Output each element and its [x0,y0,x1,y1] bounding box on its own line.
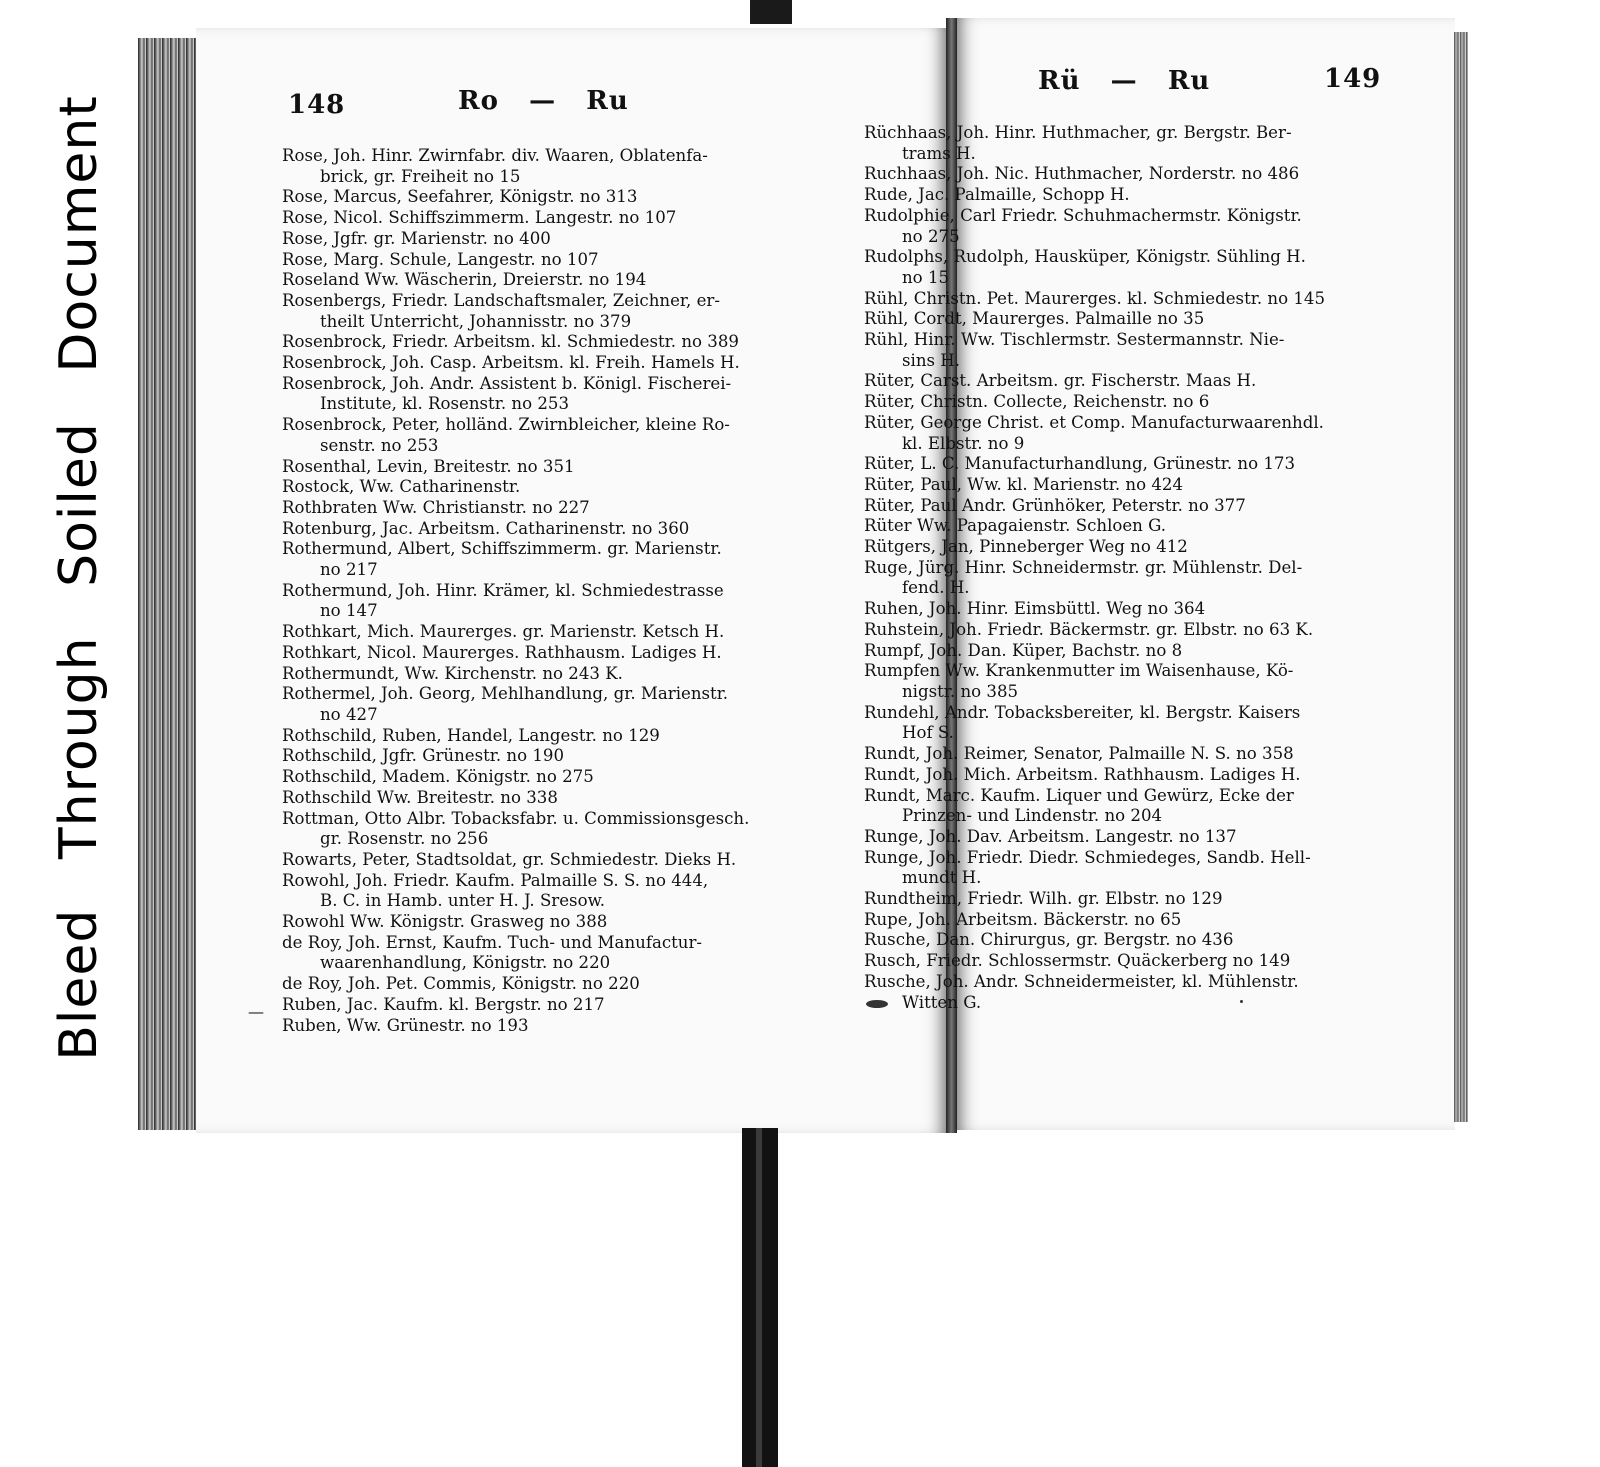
left-title-end: Ru [586,86,629,116]
directory-entry [282,933,782,974]
entry-line: Rothschild Ww. Breitestr. no 338 [282,787,558,807]
entry-continuation-line: no 147 [320,601,378,621]
entry-line: Rothschild, Ruben, Handel, Langestr. no 129 [282,725,660,745]
banner-word-through: Through [49,635,109,859]
entry-continuation-line: Hof S. [902,723,954,743]
directory-entry [864,496,1364,517]
entry-line: Rose, Jgfr. gr. Marienstr. no 400 [282,228,551,248]
directory-entry [864,206,1364,247]
directory-entry [864,910,1364,931]
entry-line: Runge, Joh. Friedr. Diedr. Schmiedeges, Sandb. Hell- [864,847,1311,867]
entry-continuation-line: nigstr. no 385 [902,681,1019,701]
entry-line: Rothermund, Joh. Hinr. Krämer, kl. Schmiedestrasse [282,580,724,600]
entry-line: Rosenthal, Levin, Breitestr. no 351 [282,456,575,476]
page-stack-edge-right [1454,32,1468,1122]
directory-entry [282,995,782,1016]
entry-line: Rusche, Dan. Chirurgus, gr. Bergstr. no 436 [864,930,1234,950]
entry-continuation-line: no 427 [320,704,378,724]
entry-line: Rundt, Joh. Reimer, Senator, Palmaille N. S. no 358 [864,744,1294,764]
directory-entry [864,744,1364,765]
entry-continuation-line: Prinzen- und Lindenstr. no 204 [902,806,1163,826]
directory-entry [282,477,782,498]
entry-continuation-line: Witten G. [902,992,982,1012]
directory-entry [282,187,782,208]
entry-continuation-line: B. C. in Hamb. unter H. J. Sresow. [320,891,606,911]
entry-line: Rothermundt, Ww. Kirchenstr. no 243 K. [282,663,623,683]
entry-line: Rundehl, Andr. Tobacksbereiter, kl. Bergstr. Kaisers [864,702,1301,722]
directory-entry [864,371,1364,392]
directory-entry [282,374,782,415]
entry-line: Rüter, George Christ. et Comp. Manufacturwaarenhdl. [864,412,1324,432]
directory-entry [864,164,1364,185]
entry-line: Rusche, Joh. Andr. Schneidermeister, kl. Mühlenstr. [864,971,1299,991]
directory-entry [864,972,1364,1013]
directory-entry [282,726,782,747]
right-title-end: Ru [1167,66,1211,96]
entry-line: Rudolphs, Rudolph, Hausküper, Königstr. Sühling H. [864,247,1306,267]
entry-continuation-line: waarenhandlung, Königstr. no 220 [320,953,611,973]
entry-line: Rottman, Otto Albr. Tobacksfabr. u. Commissionsgesch. [282,808,750,828]
directory-entry [864,392,1364,413]
entry-line: de Roy, Joh. Pet. Commis, Königstr. no 220 [282,974,640,994]
entry-line: Rothkart, Nicol. Maurerges. Rathhausm. Ladiges H. [282,642,722,662]
entry-line: Rothermund, Albert, Schiffszimmerm. gr. Marienstr. [282,539,722,559]
entry-continuation-line: sins H. [902,350,961,370]
directory-entry [282,746,782,767]
directory-entry [864,558,1364,599]
entry-line: Rothermel, Joh. Georg, Mehlhandlung, gr. Marienstr. [282,684,729,704]
directory-entry [864,247,1364,288]
directory-entry [864,599,1364,620]
banner-word-document: Document [49,94,109,373]
banner-word-soiled: Soiled [49,421,109,587]
directory-entry [864,786,1364,827]
directory-entry [864,827,1364,848]
right-title-dash: — [1110,66,1138,96]
directory-entry [864,537,1364,558]
directory-entry [282,767,782,788]
banner-label [49,60,109,1095]
directory-entry [864,620,1364,641]
bleed-through-soiled-document-banner [38,60,120,1095]
entry-line: Rothschild, Jgfr. Grünestr. no 190 [282,746,565,766]
directory-entry [282,809,782,850]
directory-entry [864,185,1364,206]
directory-entry [282,974,782,995]
entry-line: Rose, Joh. Hinr. Zwirnfabr. div. Waaren, Oblatenfa- [282,146,708,165]
binding-strip-bottom [742,1128,778,1467]
directory-entry [282,1016,782,1037]
left-title-start: Ro [458,86,499,116]
entry-line: Rupe, Joh. Arbeitsm. Bäckerstr. no 65 [864,909,1182,929]
entry-line: Ruben, Ww. Grünestr. no 193 [282,1015,529,1035]
margin-mark: — [248,1002,264,1021]
page-stack-edge-left [138,38,198,1130]
entry-line: Ruge, Jürg. Hinr. Schneidermstr. gr. Mühlenstr. Del- [864,557,1303,577]
entry-line: Rusch, Friedr. Schlossermstr. Quäckerberg no 149 [864,951,1291,971]
entry-line: Rowohl Ww. Königstr. Grasweg no 388 [282,912,608,932]
entry-line: Rosenbrock, Joh. Andr. Assistent b. Königl. Fischerei- [282,373,732,393]
entry-continuation-line: fend. H. [902,578,970,598]
directory-entry [864,330,1364,371]
entry-continuation-line: brick, gr. Freiheit no 15 [320,166,521,186]
directory-entry [864,475,1364,496]
entry-continuation-line: no 275 [902,226,960,246]
entry-line: Rühl, Cordt, Maurerges. Palmaille no 35 [864,309,1205,329]
entry-line: Rosenbrock, Joh. Casp. Arbeitsm. kl. Freih. Hamels H. [282,353,740,373]
entry-continuation-line: mundt H. [902,868,982,888]
entry-line: Rose, Marg. Schule, Langestr. no 107 [282,249,599,269]
directory-entry [282,146,782,187]
entry-line: Rothbraten Ww. Christianstr. no 227 [282,497,590,517]
entry-line: Rumpfen Ww. Krankenmutter im Waisenhause, Kö- [864,661,1294,681]
right-page-directory-entries [864,123,1364,1013]
entry-line: Rundt, Marc. Kaufm. Liquer und Gewürz, Ecke der [864,785,1294,805]
directory-entry [282,457,782,478]
directory-entry [282,498,782,519]
entry-line: Rüter Ww. Papagaienstr. Schloen G. [864,516,1167,536]
entry-continuation-line: no 15 [902,267,950,287]
entry-continuation-line: trams H. [902,143,976,163]
entry-line: de Roy, Joh. Ernst, Kaufm. Tuch- und Manufactur- [282,932,703,952]
entry-line: Rosenbrock, Friedr. Arbeitsm. kl. Schmiedestr. no 389 [282,332,739,352]
entry-line: Rüter, L. C. Manufacturhandlung, Grünestr. no 173 [864,454,1296,474]
directory-entry [282,250,782,271]
directory-entry [282,415,782,456]
right-title-start: Rü [1038,66,1081,96]
directory-entry [282,622,782,643]
directory-entry [282,643,782,664]
banner-word-bleed: Bleed [49,908,109,1061]
directory-entry [282,291,782,332]
entry-continuation-line: no 217 [320,560,378,580]
directory-entry [282,270,782,291]
directory-entry [282,353,782,374]
entry-line: Rüter, Paul, Ww. kl. Marienstr. no 424 [864,474,1184,494]
directory-entry [282,208,782,229]
ink-smudge [866,1000,888,1008]
entry-line: Ruben, Jac. Kaufm. kl. Bergstr. no 217 [282,994,605,1014]
entry-line: Rosenbrock, Peter, holländ. Zwirnbleicher, kleine Ro- [282,415,730,435]
entry-line: Rundtheim, Friedr. Wilh. gr. Elbstr. no 129 [864,889,1223,909]
directory-entry [282,664,782,685]
directory-entry [282,332,782,353]
entry-line: Rothschild, Madem. Königstr. no 275 [282,767,594,787]
entry-continuation-line: gr. Rosenstr. no 256 [320,829,489,849]
directory-entry [864,765,1364,786]
directory-entry [864,454,1364,475]
directory-entry [282,519,782,540]
entry-line: Rotenburg, Jac. Arbeitsm. Catharinenstr. no 360 [282,518,690,538]
entry-continuation-line: Institute, kl. Rosenstr. no 253 [320,394,570,414]
entry-line: Rostock, Ww. Catharinenstr. [282,477,521,497]
directory-entry [864,661,1364,702]
directory-entry [864,289,1364,310]
directory-entry [864,930,1364,951]
entry-line: Rühl, Hinr. Ww. Tischlermstr. Sestermannstr. Nie- [864,330,1285,350]
entry-line: Rose, Marcus, Seefahrer, Königstr. no 313 [282,187,638,207]
right-page-running-title [1038,66,1210,96]
directory-entry [864,951,1364,972]
right-page-number: 149 [1324,64,1382,94]
directory-entry [282,581,782,622]
directory-entry [864,703,1364,744]
entry-line: Ruhstein, Joh. Friedr. Bäckermstr. gr. Elbstr. no 63 K. [864,619,1314,639]
directory-entry [282,539,782,580]
directory-entry [864,848,1364,889]
entry-continuation-line: theilt Unterricht, Johannisstr. no 379 [320,311,632,331]
directory-entry [282,850,782,871]
entry-line: Rüter, Paul Andr. Grünhöker, Peterstr. no 377 [864,495,1246,515]
left-page-running-title [458,86,629,116]
entry-line: Rosenbergs, Friedr. Landschaftsmaler, Zeichner, er- [282,290,720,310]
left-page-number: 148 [288,90,346,120]
directory-entry [864,309,1364,330]
directory-entry [282,684,782,725]
entry-line: Ruchhaas, Joh. Nic. Huthmacher, Norderstr. no 486 [864,164,1300,184]
entry-line: Rowarts, Peter, Stadtsoldat, gr. Schmiedestr. Dieks H. [282,849,737,869]
entry-continuation-line: senstr. no 253 [320,435,439,455]
directory-entry [282,229,782,250]
entry-continuation-line: kl. Elbstr. no 9 [902,433,1025,453]
entry-line: Rudolphie, Carl Friedr. Schuhmachermstr. Königstr. [864,205,1302,225]
ink-speck [1240,1000,1243,1003]
entry-line: Rundt, Joh. Mich. Arbeitsm. Rathhausm. Ladiges H. [864,764,1301,784]
entry-line: Rothkart, Mich. Maurerges. gr. Marienstr. Ketsch H. [282,622,725,642]
directory-entry [282,871,782,912]
directory-entry [864,413,1364,454]
entry-line: Rüter, Carst. Arbeitsm. gr. Fischerstr. Maas H. [864,371,1257,391]
entry-line: Ruhen, Joh. Hinr. Eimsbüttl. Weg no 364 [864,599,1206,619]
entry-line: Roseland Ww. Wäscherin, Dreierstr. no 194 [282,270,647,290]
entry-line: Rowohl, Joh. Friedr. Kaufm. Palmaille S. S. no 444, [282,870,709,890]
directory-entry [864,889,1364,910]
directory-entry [282,912,782,933]
entry-line: Rumpf, Joh. Dan. Küper, Bachstr. no 8 [864,640,1183,660]
entry-line: Runge, Joh. Dav. Arbeitsm. Langestr. no 137 [864,826,1237,846]
left-title-dash: — [529,86,557,116]
left-page-directory-entries [282,146,782,1036]
entry-line: Rüchhaas, Joh. Hinr. Huthmacher, gr. Bergstr. Ber- [864,123,1292,142]
directory-entry [864,641,1364,662]
directory-entry [864,516,1364,537]
entry-line: Rütgers, Jan, Pinneberger Weg no 412 [864,537,1188,557]
entry-line: Rude, Jac. Palmaille, Schopp H. [864,185,1130,205]
entry-line: Rose, Nicol. Schiffszimmerm. Langestr. no 107 [282,208,677,228]
entry-line: Rüter, Christn. Collecte, Reichenstr. no 6 [864,392,1210,412]
directory-entry [864,123,1364,164]
directory-entry [282,788,782,809]
entry-line: Rühl, Christn. Pet. Maurerges. kl. Schmiedestr. no 145 [864,288,1326,308]
